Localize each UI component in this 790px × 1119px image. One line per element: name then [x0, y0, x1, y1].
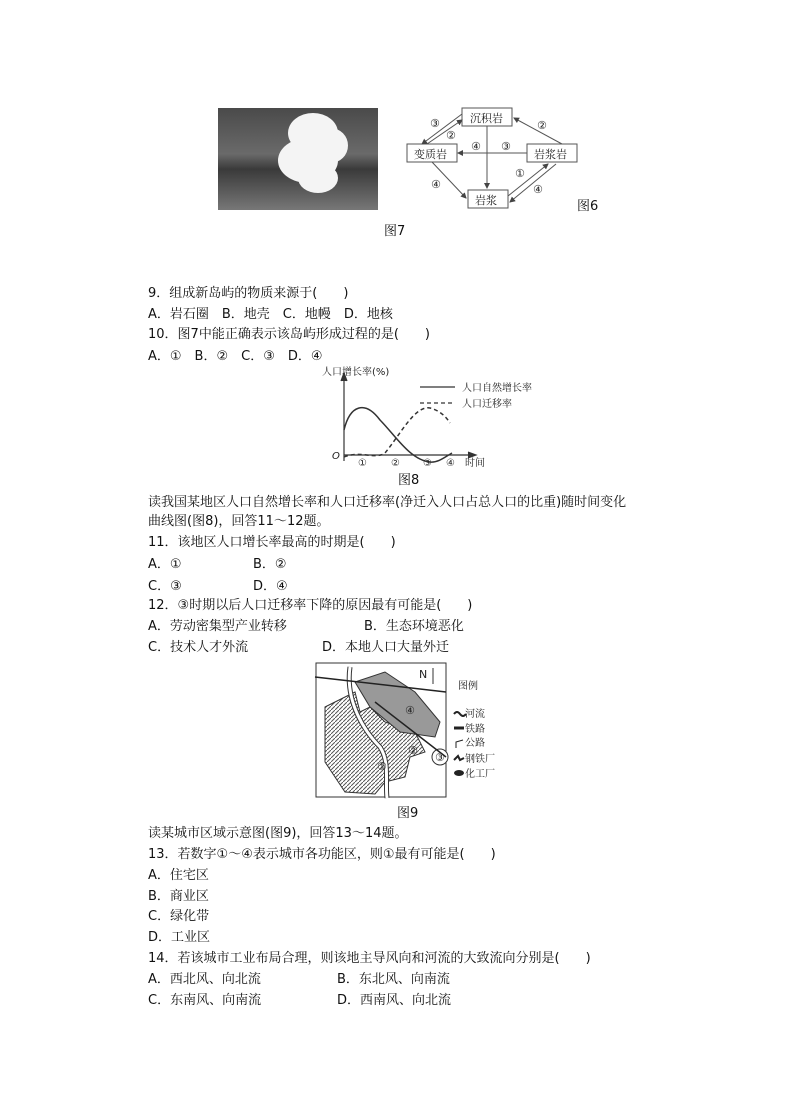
legend-road: 公路: [465, 738, 485, 749]
zone-2: ②: [408, 744, 418, 757]
city-map: [315, 662, 495, 800]
q11-option-d: D．④: [253, 579, 288, 594]
q12-option-a: A．劳动密集型产业转移: [148, 619, 287, 634]
intro-13: 读某城市区域示意图(图9)，回答13～14题。: [148, 826, 408, 841]
arrow-label: ①: [515, 167, 525, 180]
x-tick: ④: [446, 458, 455, 469]
q14-option-d: D．西南风、向北流: [337, 993, 452, 1008]
q13-option-c: C．绿化带: [148, 909, 210, 924]
q9-options: A．岩石圈 B．地壳 C．地幔 D．地核: [148, 307, 393, 322]
volcanic-island-photo: [218, 108, 378, 210]
x-tick: ②: [391, 458, 400, 469]
legend-natural-growth: 人口自然增长率: [462, 383, 532, 394]
road-icon: [456, 740, 463, 748]
fig6-caption: 图6: [577, 199, 599, 214]
q12-option-b: B．生态环境恶化: [364, 619, 464, 634]
legend-chemical-plant: 化工厂: [465, 769, 495, 780]
arrow-label: ④: [471, 140, 481, 153]
fig7-caption: 图7: [384, 224, 406, 239]
arrow-label: ③: [430, 117, 440, 130]
legend-title: 图例: [458, 681, 478, 692]
q14-option-b: B．东北风、向南流: [337, 972, 450, 987]
q14-stem: 14．若该城市工业布局合理，则该地主导风向和河流的大致流向分别是( ): [148, 951, 591, 966]
arrow-label: ②: [446, 129, 456, 142]
q13-option-a: A．住宅区: [148, 868, 209, 883]
node-magma: 岩浆: [475, 194, 497, 207]
q13-option-d: D．工业区: [148, 930, 211, 945]
node-igneous: 岩浆岩: [534, 148, 567, 161]
north-label: N: [419, 668, 428, 681]
origin-label: O: [332, 451, 340, 462]
q12-stem: 12．③时期以后人口迁移率下降的原因最有可能是( ): [148, 598, 473, 613]
fig9-caption: 图9: [397, 806, 419, 821]
arrow-label: ②: [537, 119, 547, 132]
y-axis-label: 人口增长率(%): [322, 367, 390, 378]
zone-1: ①: [377, 760, 387, 773]
fig8-caption: 图8: [398, 473, 420, 488]
legend-migration: 人口迁移率: [462, 399, 512, 410]
x-axis-label: 时间: [465, 458, 485, 469]
q13-stem: 13．若数字①～④表示城市各功能区，则①最有可能是( ): [148, 847, 496, 862]
q11-option-a: A．①: [148, 557, 182, 572]
q11-stem: 11．该地区人口增长率最高的时期是( ): [148, 535, 396, 550]
q10-stem: 10．图7中能正确表示该岛屿形成过程的是( ): [148, 327, 430, 342]
legend-railway: 铁路: [465, 724, 485, 735]
arrow-label: ③: [501, 140, 511, 153]
zone-4: ④: [405, 704, 415, 717]
x-tick: ①: [358, 458, 367, 469]
q12-option-c: C．技术人才外流: [148, 640, 249, 655]
node-metamorphic: 变质岩: [414, 148, 447, 161]
q14-option-c: C．东南风、向南流: [148, 993, 262, 1008]
q12-option-d: D．本地人口大量外迁: [322, 640, 450, 655]
intro-11-line1: 读我国某地区人口自然增长率和人口迁移率(净迁入人口占总人口的比重)随时间变化: [148, 495, 627, 510]
q9-stem: 9．组成新岛屿的物质来源于( ): [148, 286, 349, 301]
intro-11-line2: 曲线图(图8)，回答11～12题。: [148, 514, 330, 529]
q11-option-b: B．②: [253, 557, 287, 572]
node-sedimentary: 沉积岩: [470, 112, 503, 125]
q13-option-b: B．商业区: [148, 889, 209, 904]
zone-3: ③: [435, 751, 445, 764]
arrow-label: ④: [533, 183, 543, 196]
chemical-plant-icon: [454, 770, 464, 776]
q11-option-c: C．③: [148, 579, 182, 594]
legend-steel-plant: 钢铁厂: [465, 754, 495, 765]
x-tick: ③: [423, 458, 432, 469]
population-growth-chart: [320, 365, 532, 475]
steel-plant-icon: [454, 756, 464, 760]
legend-river: 河流: [465, 709, 485, 720]
q10-options: A．① B．② C．③ D．④: [148, 349, 323, 364]
arrow-label: ④: [431, 178, 441, 191]
q14-option-a: A．西北风、向北流: [148, 972, 261, 987]
